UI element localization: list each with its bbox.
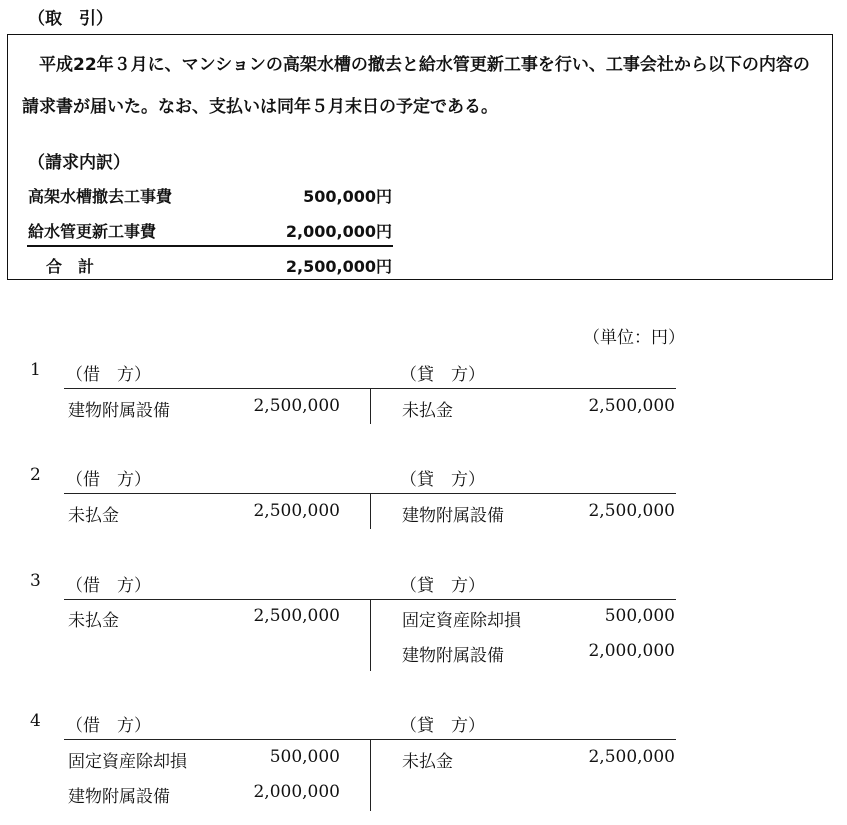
- debit-amount: 2,500,000: [253, 606, 340, 626]
- breakdown-item-name: 給水管更新工事費: [28, 222, 157, 241]
- option-number: 3: [30, 571, 41, 591]
- credit-amount: 2,500,000: [588, 501, 675, 521]
- debit-account: 建物附属設備: [68, 787, 170, 807]
- breakdown-item-name: 高架水槽撤去工事費: [28, 187, 173, 206]
- credit-header: （貸 方）: [400, 576, 485, 596]
- option-number: 1: [30, 360, 41, 380]
- debit-account: 固定資産除却損: [68, 752, 187, 772]
- journal-divider: [370, 739, 371, 811]
- breakdown-total-amount: 2,500,000円: [285, 257, 392, 276]
- option-number: 2: [30, 465, 41, 485]
- debit-header: （借 方）: [66, 470, 151, 490]
- transaction-label: （取 引）: [28, 9, 113, 29]
- debit-header: （借 方）: [66, 716, 151, 736]
- credit-amount: 2,500,000: [588, 747, 675, 767]
- credit-account: 未払金: [402, 401, 453, 421]
- credit-account: 未払金: [402, 752, 453, 772]
- credit-header: （貸 方）: [400, 365, 485, 385]
- debit-account: 未払金: [68, 506, 119, 526]
- credit-amount: 2,000,000: [588, 641, 675, 661]
- credit-amount: 2,500,000: [588, 396, 675, 416]
- debit-amount: 2,500,000: [253, 396, 340, 416]
- debit-amount: 2,500,000: [253, 501, 340, 521]
- debit-account: 建物附属設備: [68, 401, 170, 421]
- credit-account: 建物附属設備: [402, 506, 504, 526]
- debit-header: （借 方）: [66, 576, 151, 596]
- credit-account: 建物附属設備: [402, 646, 504, 666]
- credit-header: （貸 方）: [400, 716, 485, 736]
- debit-amount: 500,000: [269, 747, 340, 767]
- debit-header: （借 方）: [66, 365, 151, 385]
- debit-account: 未払金: [68, 611, 119, 631]
- journal-divider: [370, 388, 371, 424]
- unit-label: （単位：円）: [583, 328, 685, 348]
- option-number: 4: [30, 711, 41, 731]
- breakdown-total-name: 合 計: [46, 257, 95, 276]
- journal-divider: [370, 493, 371, 529]
- breakdown-item-amount: 2,000,000円: [285, 222, 392, 241]
- credit-header: （貸 方）: [400, 470, 485, 490]
- debit-amount: 2,000,000: [253, 782, 340, 802]
- credit-amount: 500,000: [604, 606, 675, 626]
- journal-divider: [370, 599, 371, 671]
- transaction-paragraph: 平成22年３月に、マンションの高架水槽の撤去と給水管更新工事を行い、工事会社から以下の内容の請求書が届いた。なお、支払いは同年５月末日の予定である。: [22, 55, 810, 117]
- credit-account: 固定資産除却損: [402, 611, 521, 631]
- breakdown-title: （請求内訳）: [28, 153, 130, 173]
- breakdown-item-amount: 500,000円: [303, 187, 392, 206]
- total-rule: [27, 245, 393, 247]
